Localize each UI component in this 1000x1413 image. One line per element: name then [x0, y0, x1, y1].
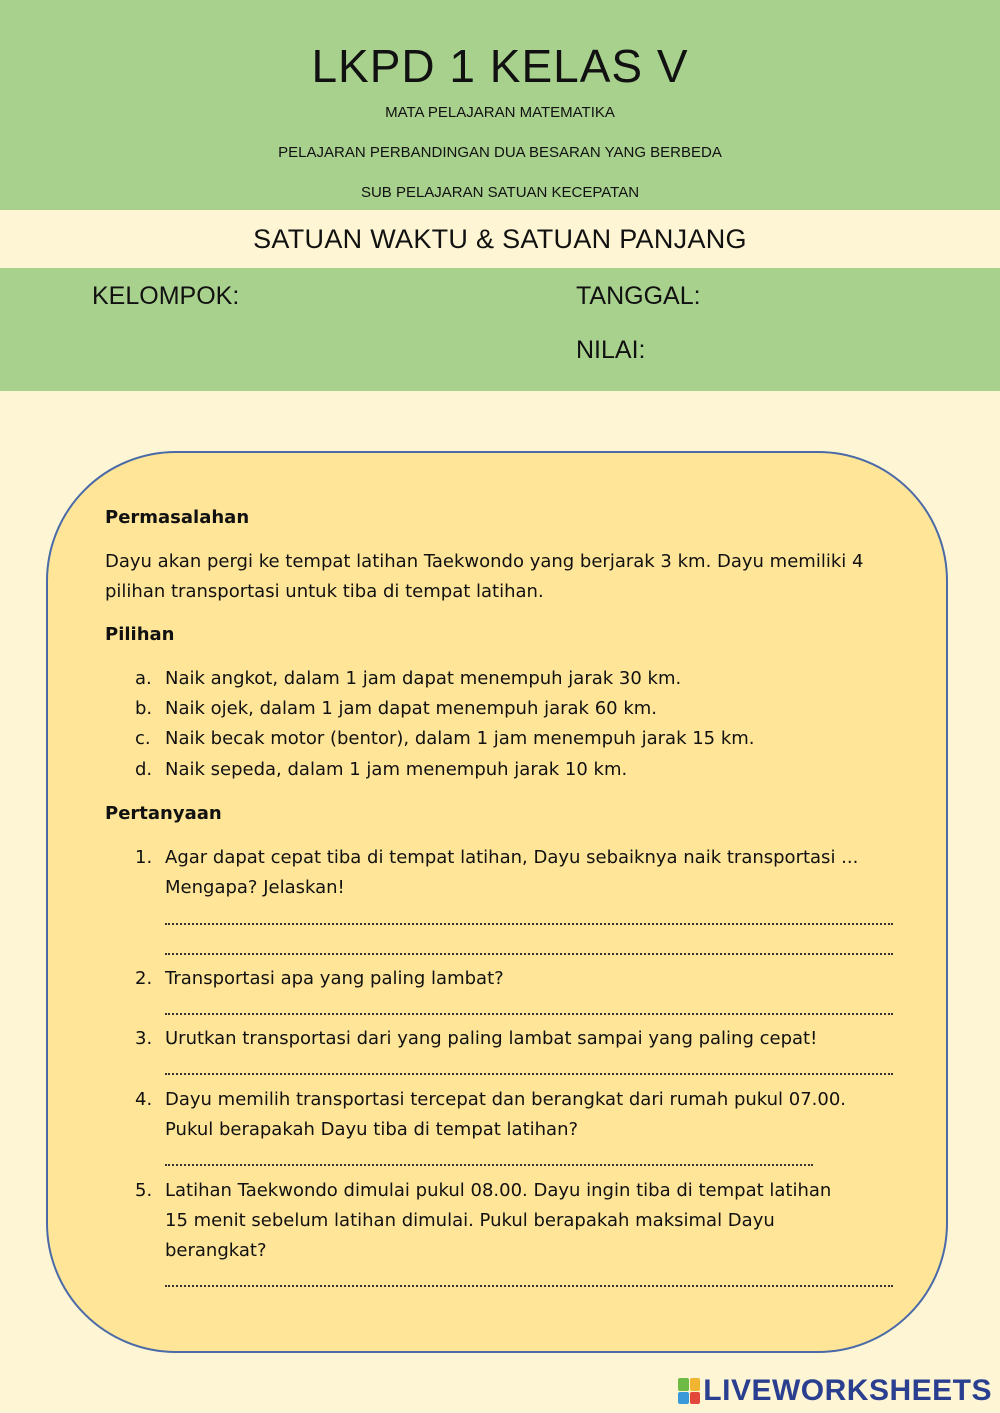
option-item: [135, 664, 681, 694]
question-item: [135, 1085, 855, 1145]
problem-heading: Permasalahan: [105, 507, 250, 528]
option-item: [135, 694, 657, 724]
option-text: Naik ojek, dalam 1 jam dapat menempuh jarak 60 km.: [165, 698, 657, 719]
question-text: Urutkan transportasi dari yang paling lambat sampai yang paling cepat!: [165, 1028, 818, 1049]
answer-line[interactable]: [165, 1285, 893, 1287]
question-text: Transportasi apa yang paling lambat?: [165, 968, 504, 989]
answer-line[interactable]: [165, 1164, 813, 1166]
sublesson-line: SUB PELAJARAN SATUAN KECEPATAN: [360, 184, 640, 201]
option-item: [135, 724, 755, 754]
liveworksheets-icon: [678, 1378, 700, 1404]
answer-line[interactable]: [165, 1013, 893, 1015]
question-text: Latihan Taekwondo dimulai pukul 08.00. Dayu ingin tiba di tempat latihan 15 menit sebelum latihan dimulai. Pukul berapakah maksimal Dayu berangkat?: [165, 1180, 832, 1261]
questions-heading: Pertanyaan: [105, 803, 222, 824]
option-text: Naik becak motor (bentor), dalam 1 jam menempuh jarak 15 km.: [165, 728, 755, 749]
question-text: Agar dapat cepat tiba di tempat latihan, Dayu sebaiknya naik transportasi ... Mengapa? Jelaskan!: [165, 847, 859, 898]
liveworksheets-wordmark: LIVEWORKSHEETS: [703, 1374, 992, 1407]
tanggal-label: TANGGAL:: [576, 282, 701, 310]
option-text: Naik sepeda, dalam 1 jam menempuh jarak 10 km.: [165, 759, 628, 780]
question-item: [135, 964, 895, 994]
option-item: [135, 755, 627, 785]
page-title: LKPD 1 KELAS V: [311, 40, 689, 92]
question-number: 3.: [135, 1028, 153, 1049]
question-item: [135, 1024, 895, 1054]
option-marker: d.: [135, 759, 153, 780]
answer-line[interactable]: [165, 1073, 893, 1075]
options-heading: Pilihan: [105, 624, 175, 645]
subject-line: MATA PELAJARAN MATEMATIKA: [385, 104, 615, 121]
question-text: Dayu memilih transportasi tercepat dan berangkat dari rumah pukul 07.00. Pukul berapakah Dayu tiba di tempat latihan?: [165, 1089, 847, 1140]
answer-line[interactable]: [165, 953, 893, 955]
option-marker: a.: [135, 668, 152, 689]
info-panel: [0, 268, 1000, 391]
topic-band: SATUAN WAKTU & SATUAN PANJANG: [0, 210, 1000, 268]
question-item: [135, 843, 865, 903]
answer-line[interactable]: [165, 923, 893, 925]
question-number: 2.: [135, 968, 153, 989]
question-number: 5.: [135, 1180, 153, 1201]
question-item: [135, 1176, 835, 1266]
question-number: 4.: [135, 1089, 153, 1110]
problem-card: [46, 451, 948, 1353]
lesson-line: PELAJARAN PERBANDINGAN DUA BESARAN YANG BERBEDA: [278, 144, 722, 161]
option-marker: b.: [135, 698, 153, 719]
liveworksheets-logo[interactable]: [678, 1374, 992, 1408]
option-marker: c.: [135, 728, 151, 749]
option-text: Naik angkot, dalam 1 jam dapat menempuh jarak 30 km.: [165, 668, 682, 689]
header-banner: [0, 0, 1000, 210]
kelompok-label: KELOMPOK:: [92, 282, 240, 310]
problem-text: Dayu akan pergi ke tempat latihan Taekwondo yang berjarak 3 km. Dayu memiliki 4 pilihan transportasi untuk tiba di tempat latihan.: [105, 551, 864, 602]
nilai-label: NILAI:: [576, 336, 646, 364]
question-number: 1.: [135, 847, 153, 868]
